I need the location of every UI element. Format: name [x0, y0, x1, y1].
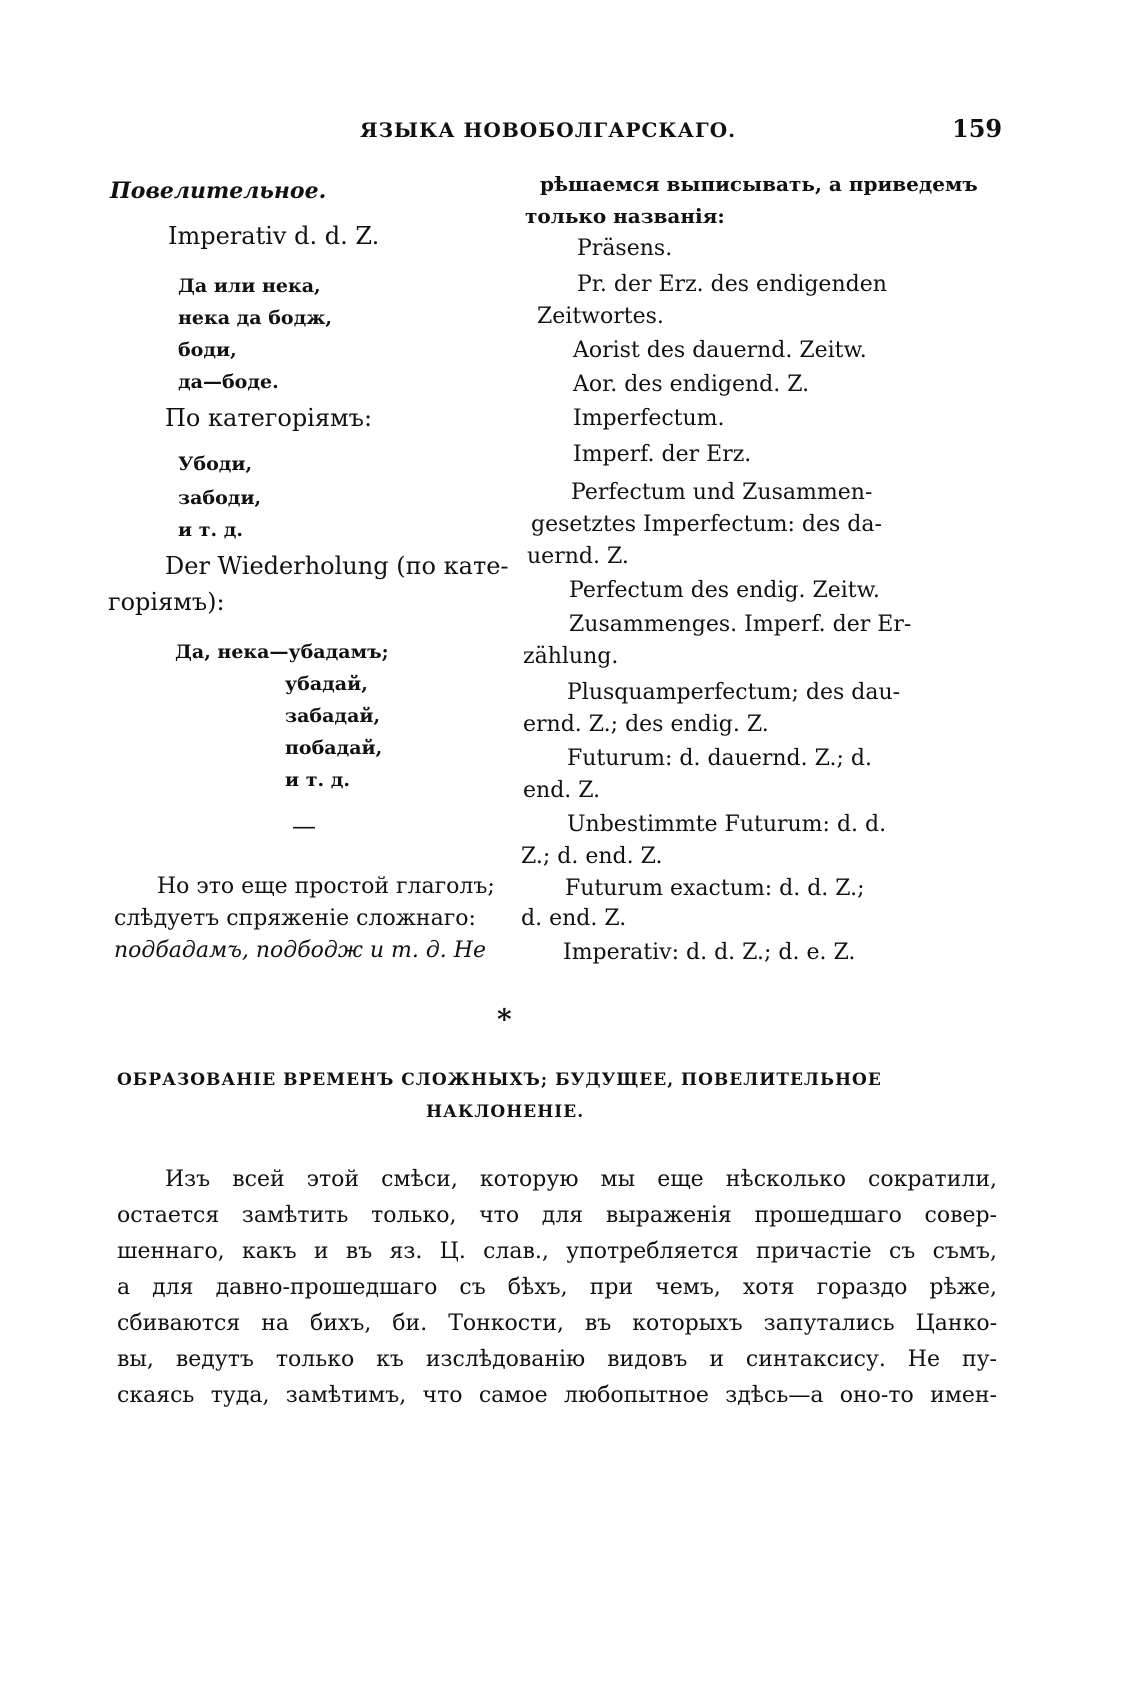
dash-divider: —: [292, 812, 316, 840]
section-title-cont: НАКЛОНЕНІЕ.: [426, 1102, 585, 1122]
right-line: рѣшаемся выписывать, а приведемъ: [540, 172, 978, 196]
wiederholung-line: горіямъ):: [108, 588, 225, 616]
right-line: Pr. der Erz. des endigenden: [577, 272, 887, 297]
right-line: Perfectum und Zusammen-: [571, 480, 873, 505]
page-number: 159: [952, 114, 1003, 143]
paragraph-line: сбиваются на бихъ, би. Тонкости, въ которыхъ запутались Цанко-: [117, 1311, 997, 1336]
wiederholung-line: Der Wiederholung (по кате-: [165, 552, 509, 580]
form-line: Да, нека—убадамъ;: [175, 641, 389, 663]
form-line: боди,: [178, 339, 237, 361]
right-line: Zusammenges. Imperf. der Er-: [569, 612, 912, 637]
right-line: Z.; d. end. Z.: [521, 844, 663, 869]
paragraph-line: Изъ всей этой смѣси, которую мы еще нѣсколько сократили,: [165, 1167, 997, 1192]
right-line: gesetztes Imperfectum: des da-: [531, 512, 882, 537]
right-line: Imperativ: d. d. Z.; d. e. Z.: [563, 940, 856, 965]
right-line: Aorist des dauernd. Zeitw.: [573, 338, 867, 363]
form-line: и т. д.: [178, 519, 243, 541]
form-line: нека да бодж,: [178, 307, 333, 329]
right-line: uernd. Z.: [527, 544, 629, 569]
right-line: только названія:: [525, 204, 725, 228]
right-line: Zeitwortes.: [537, 304, 664, 329]
form-line: Да или нека,: [178, 275, 321, 297]
section-title: ОБРАЗОВАНІЕ ВРЕМЕНЪ СЛОЖНЫХЪ; БУДУЩЕЕ, ПОВЕЛИТЕЛЬНОЕ: [117, 1070, 882, 1090]
running-head: ЯЗЫКА НОВОБОЛГАРСКАГО.: [360, 118, 737, 142]
right-line: d. end. Z.: [521, 906, 627, 931]
form-line: да—боде.: [178, 371, 279, 393]
form-line: забадай,: [285, 705, 381, 727]
closing-line: Но это еще простой глаголъ;: [157, 874, 495, 899]
right-line: Präsens.: [577, 236, 673, 261]
by-category-label: По категоріямъ:: [165, 404, 373, 432]
paragraph-line: остается замѣтить только, что для выраженія прошедшаго совер-: [117, 1203, 997, 1228]
paragraph-line: шеннаго, какъ и въ яз. Ц. слав., употребляется причастіе съ съмъ,: [117, 1239, 997, 1264]
right-line: Imperf. der Erz.: [573, 442, 752, 467]
right-line: Plusquamperfectum; des dau-: [567, 680, 901, 705]
mood-heading: Повелительное.: [110, 178, 327, 204]
right-line: Futurum exactum: d. d. Z.;: [565, 876, 865, 901]
right-line: ernd. Z.; des endig. Z.: [523, 712, 769, 737]
form-line: убадай,: [285, 673, 368, 695]
right-line: Aor. des endigend. Z.: [573, 372, 810, 397]
closing-line: слѣдуетъ спряженіе сложнаго:: [114, 906, 476, 931]
form-line: побадай,: [285, 737, 383, 759]
form-line: и т. д.: [285, 769, 350, 791]
form-line: забоди,: [178, 487, 262, 509]
right-line: Imperfectum.: [573, 406, 725, 431]
form-line: Убоди,: [178, 453, 253, 475]
paragraph-line: скаясь туда, замѣтимъ, что самое любопытное здѣсь—а оно-то имен-: [117, 1383, 997, 1408]
paragraph-line: а для давно-прошедшаго съ бѣхъ, при чемъ, хотя гораздо рѣже,: [117, 1275, 997, 1300]
right-line: end. Z.: [523, 778, 601, 803]
separator-asterisk: *: [497, 1003, 512, 1036]
right-line: Unbestimmte Futurum: d. d.: [567, 812, 887, 837]
imperativ-label: Imperativ d. d. Z.: [168, 222, 380, 250]
paragraph: [117, 1162, 997, 1414]
closing-line: подбадамъ, подбодж и т. д. Не: [114, 938, 486, 963]
right-line: Futurum: d. dauernd. Z.; d.: [567, 746, 872, 771]
paragraph-line: вы, ведутъ только къ изслѣдованію видовъ и синтаксису. Не пу-: [117, 1347, 997, 1372]
right-line: Perfectum des endig. Zeitw.: [569, 578, 880, 603]
right-line: zählung.: [523, 644, 619, 669]
